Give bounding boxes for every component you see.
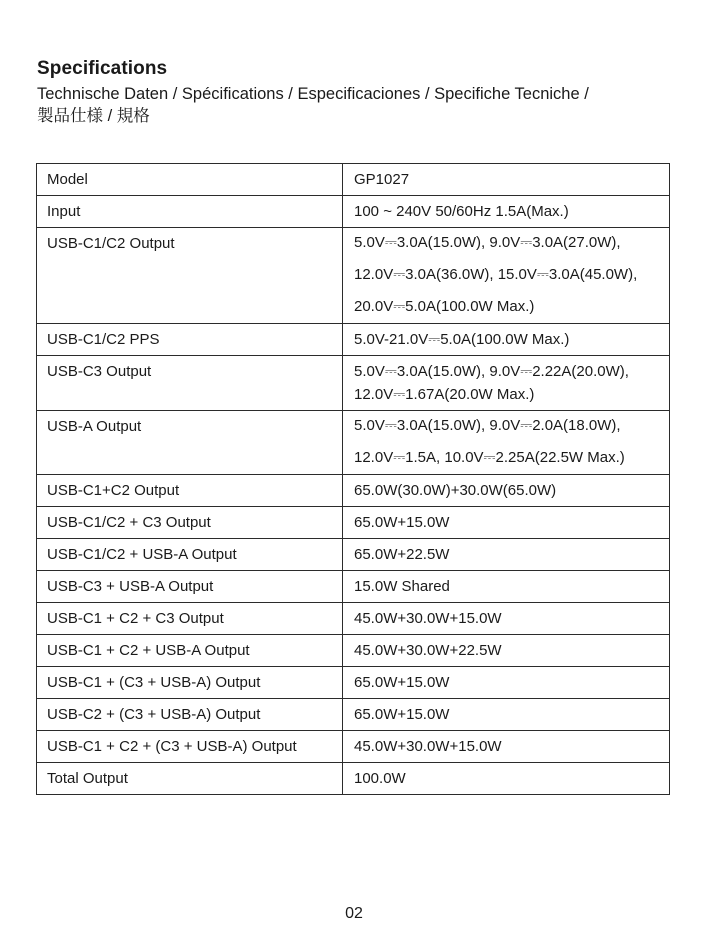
value-line: 65.0W+15.0W xyxy=(354,674,450,691)
row-value xyxy=(343,539,670,571)
table-row xyxy=(37,411,670,475)
row-label: USB-C1 + (C3 + USB-A) Output xyxy=(37,667,343,699)
row-value xyxy=(343,699,670,731)
table-row xyxy=(37,763,670,795)
row-value xyxy=(343,475,670,507)
table-row xyxy=(37,356,670,411)
row-label: USB-C1/C2 + USB-A Output xyxy=(37,539,343,571)
value-line: 65.0W(30.0W)+30.0W(65.0W) xyxy=(354,482,557,499)
specifications-table xyxy=(36,163,670,795)
table-row xyxy=(37,164,670,196)
subtitle-line-1: Technische Daten / Spécifications / Especificaciones / Specifiche Tecniche / xyxy=(37,85,589,103)
value-line: 100 ~ 240V 50/60Hz 1.5A(Max.) xyxy=(354,203,569,220)
row-label: USB-C3 Output xyxy=(37,356,343,411)
value-line: 65.0W+15.0W xyxy=(354,514,450,531)
row-label: Input xyxy=(37,196,343,228)
page-title: Specifications xyxy=(37,58,168,79)
value-line: 65.0W+15.0W xyxy=(354,706,450,723)
table-row xyxy=(37,228,670,324)
value-line: 20.0V⎓5.0A(100.0W Max.) xyxy=(354,298,535,315)
row-value xyxy=(343,603,670,635)
subtitle-line-2: 製品仕様 / 規格 xyxy=(37,107,150,125)
table-row xyxy=(37,324,670,356)
value-line: 5.0V⎓3.0A(15.0W), 9.0V⎓3.0A(27.0W), xyxy=(354,234,621,251)
row-value xyxy=(343,411,670,475)
table-row xyxy=(37,667,670,699)
table-row xyxy=(37,475,670,507)
value-line: 45.0W+30.0W+22.5W xyxy=(354,642,502,659)
value-line: 45.0W+30.0W+15.0W xyxy=(354,738,502,755)
row-value xyxy=(343,228,670,324)
value-line: 12.0V⎓1.67A(20.0W Max.) xyxy=(354,386,535,403)
row-value xyxy=(343,324,670,356)
page-subtitle xyxy=(37,83,677,127)
row-value xyxy=(343,667,670,699)
value-line: 12.0V⎓3.0A(36.0W), 15.0V⎓3.0A(45.0W), xyxy=(354,266,638,283)
value-line: 100.0W xyxy=(354,770,406,787)
table-row xyxy=(37,603,670,635)
value-line: 5.0V-21.0V⎓5.0A(100.0W Max.) xyxy=(354,331,570,348)
value-line: 15.0W Shared xyxy=(354,578,450,595)
value-line: GP1027 xyxy=(354,171,410,188)
value-line: 12.0V⎓1.5A, 10.0V⎓2.25A(22.5W Max.) xyxy=(354,449,625,466)
value-line: 45.0W+30.0W+15.0W xyxy=(354,610,502,627)
row-label: USB-C1 + C2 + C3 Output xyxy=(37,603,343,635)
row-value xyxy=(343,164,670,196)
table-row xyxy=(37,196,670,228)
table-row xyxy=(37,507,670,539)
value-line: 5.0V⎓3.0A(15.0W), 9.0V⎓2.0A(18.0W), xyxy=(354,417,621,434)
row-value xyxy=(343,763,670,795)
table-row xyxy=(37,571,670,603)
row-label: USB-C3 + USB-A Output xyxy=(37,571,343,603)
row-label: USB-C1 + C2 + USB-A Output xyxy=(37,635,343,667)
row-label: Model xyxy=(37,164,343,196)
value-line: 5.0V⎓3.0A(15.0W), 9.0V⎓2.22A(20.0W), xyxy=(354,363,629,380)
row-value xyxy=(343,356,670,411)
row-label: USB-C1+C2 Output xyxy=(37,475,343,507)
row-label: USB-C1 + C2 + (C3 + USB-A) Output xyxy=(37,731,343,763)
row-label: USB-C2 + (C3 + USB-A) Output xyxy=(37,699,343,731)
row-value xyxy=(343,731,670,763)
table-row xyxy=(37,731,670,763)
row-value xyxy=(343,507,670,539)
table-row xyxy=(37,539,670,571)
row-value xyxy=(343,571,670,603)
page-number: 02 xyxy=(345,905,363,922)
row-label: Total Output xyxy=(37,763,343,795)
row-value xyxy=(343,196,670,228)
row-label: USB-A Output xyxy=(37,411,343,475)
table-row xyxy=(37,699,670,731)
row-value xyxy=(343,635,670,667)
row-label: USB-C1/C2 + C3 Output xyxy=(37,507,343,539)
row-label: USB-C1/C2 PPS xyxy=(37,324,343,356)
row-label: USB-C1/C2 Output xyxy=(37,228,343,324)
value-line: 65.0W+22.5W xyxy=(354,546,450,563)
table-row xyxy=(37,635,670,667)
